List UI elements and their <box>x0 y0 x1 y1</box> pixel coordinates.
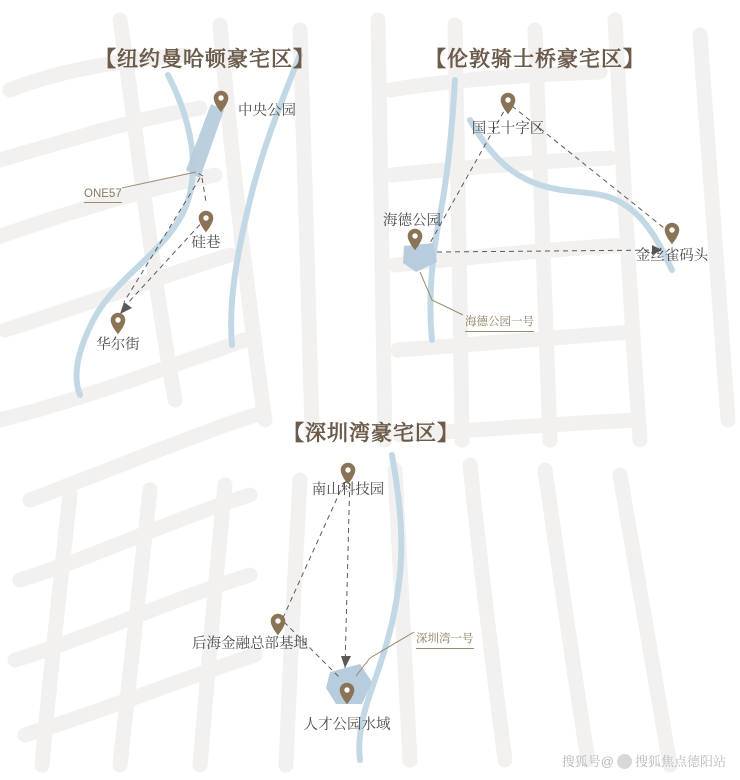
region-title-knightsbridge: 【伦敦骑士桥豪宅区】 <box>425 48 645 71</box>
map-pin-canary-wharf[interactable] <box>664 222 681 245</box>
callout-hyde-park-one: 海德公园一号 <box>465 313 534 332</box>
poi-label-nanshan-tech-park: 南山科技园 <box>311 482 385 498</box>
watermark-text: 搜狐焦点德阳站 <box>634 754 726 769</box>
poi-label-silicon-alley: 硅巷 <box>191 235 221 251</box>
map-pin-wall-street[interactable] <box>110 312 127 335</box>
map-pin-silicon-alley[interactable] <box>198 210 215 233</box>
region-title-manhattan: 【纽约曼哈顿豪宅区】 <box>95 48 315 71</box>
watermark <box>562 751 726 770</box>
callout-one57: ONE57 <box>84 188 122 203</box>
poi-label-hyde-park: 海德公园 <box>383 213 441 229</box>
poi-label-wall-street: 华尔街 <box>96 337 140 353</box>
map-pin-talent-park-water[interactable] <box>339 682 356 705</box>
poi-label-houhai-finance: 后海金融总部基地 <box>192 636 308 652</box>
poi-label-talent-park-water: 人才公园水域 <box>303 717 391 733</box>
watermark-prefix: 搜狐号@ <box>561 754 614 769</box>
poi-label-kings-cross: 国王十字区 <box>471 121 545 137</box>
sohu-logo-icon <box>617 754 632 769</box>
poi-label-central-park: 中央公园 <box>238 103 296 119</box>
map-pin-hyde-park[interactable] <box>407 228 424 251</box>
map-pin-kings-cross[interactable] <box>500 92 517 115</box>
road-network <box>0 20 728 765</box>
region-title-shenzhenbay: 【深圳湾豪宅区】 <box>283 422 459 445</box>
callout-shenzhen-bay-one: 深圳湾一号 <box>416 630 474 649</box>
map-pin-central-park[interactable] <box>213 90 230 113</box>
poi-label-canary-wharf: 金丝雀码头 <box>635 248 709 264</box>
